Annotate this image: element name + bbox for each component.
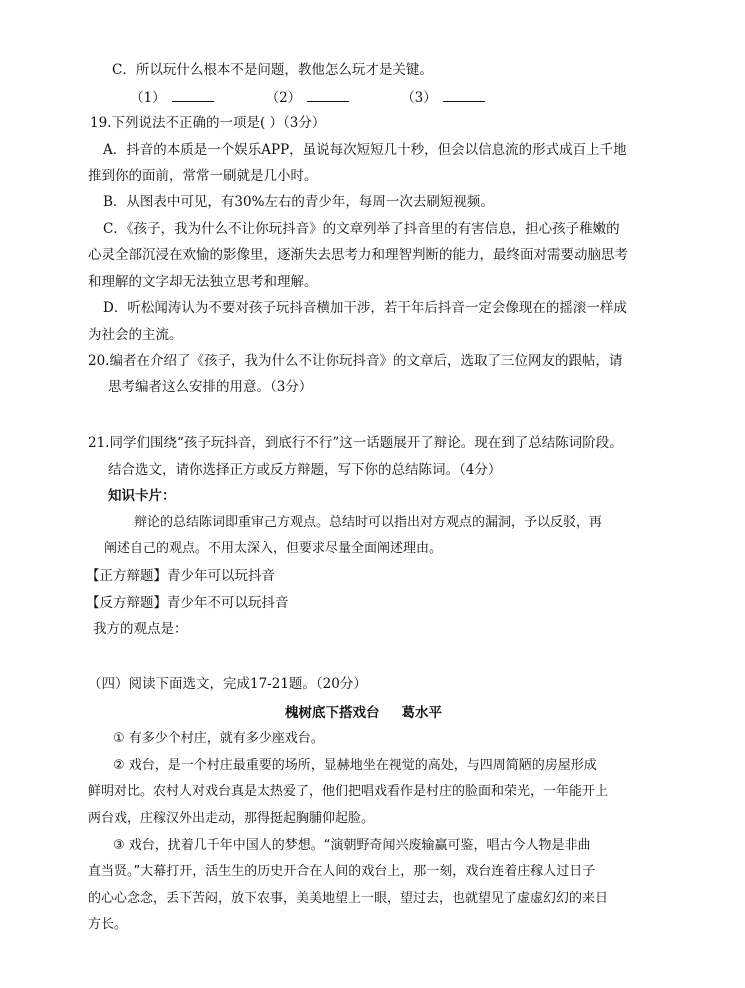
- q19-option-d: D．听松闻涛认为不要对孩子玩抖音横加干涉，若干年后抖音一定会像现在的摇滚一样成: [103, 300, 627, 316]
- article-title: 槐树底下搭戏台 葛水平: [285, 705, 442, 721]
- q19-option-b: B．从图表中可见，有30%左右的青少年，每周一次去刷短视频。: [103, 194, 494, 210]
- q20-stem-cont: 思考编者这么安排的用意。（3分）: [108, 379, 313, 395]
- answer-line: [307, 87, 349, 102]
- q18-answer-blanks: [130, 87, 537, 108]
- blank-2[interactable]: （2）: [266, 87, 350, 108]
- my-view-label: 我方的观点是：: [93, 621, 188, 637]
- section-heading: （四）阅读下面选文，完成17-21题。（20分）: [88, 676, 367, 692]
- paragraph-3-cont2: 的心心念念，丢下苦闷，放下农事，美美地望上一眼，望过去，也就望见了虚虚幻幻的来日: [88, 891, 609, 906]
- answer-line: [443, 87, 485, 102]
- q19-option-c-cont: 心灵全部沉浸在欢愉的影像里，逐渐失去思考力和理智判断的能力，最终面对需要动脑思考: [88, 247, 628, 263]
- pro-topic: 【正方辩题】青少年可以玩抖音: [86, 568, 275, 584]
- paragraph-2-cont: 鲜明对比。农村人对戏台真是太热爱了，他们把唱戏看作是村庄的脸面和荣光，一年能开上: [88, 784, 609, 799]
- paragraph-3: ③ 戏台，扰着几千年中国人的梦想。“演朝野奇闻兴废输赢可鉴，唱古今人物是非曲: [113, 838, 591, 853]
- paragraph-2: ② 戏台，是一个村庄最重要的场所，显赫地坐在视觉的高处，与四周简陋的房屋形成: [113, 758, 597, 773]
- blank-3[interactable]: （3）: [401, 87, 485, 108]
- answer-line: [172, 87, 214, 102]
- paragraph-3-cont: 直当贤。”大幕打开，活生生的历史开合在人间的戏台上，那一刻，戏台连着庄稼人过日子: [88, 864, 596, 879]
- q19-stem: 19.下列说法不正确的一项是( ）（3分）: [90, 115, 326, 131]
- q19-option-c: C．《孩子，我为什么不让你玩抖音》的文章列举了抖音里的有害信息，担心孩子稚嫩的: [103, 221, 620, 237]
- blank-1[interactable]: （1）: [130, 87, 214, 108]
- paragraph-3-cont3: 方长。: [88, 917, 128, 932]
- knowledge-card-title: 知识卡片：: [108, 488, 176, 504]
- paragraph-1: ① 有多少个村庄，就有多少座戏台。: [113, 731, 324, 746]
- q19-option-a-cont: 推到你的面前，常常一刷就是几小时。: [88, 168, 318, 184]
- knowledge-card-text: 辩论的总结陈词即重审己方观点。总结时可以指出对方观点的漏洞，予以反驳，再: [134, 515, 603, 530]
- paragraph-2-cont2: 两台戏，庄稼汉外出走动，那得挺起胸脯仰起脸。: [88, 811, 375, 826]
- q21-stem-cont: 结合选文，请你选择正方或反方辩题，写下你的总结陈词。（4分）: [108, 462, 502, 478]
- q20-stem: 20.编者在介绍了《孩子，我为什么不让你玩抖音》的文章后，选取了三位网友的跟帖，请: [88, 353, 623, 369]
- q18-option-c: C．所以玩什么根本不是问题，教他怎么玩才是关键。: [112, 62, 433, 78]
- article-author: 葛水平: [401, 705, 442, 721]
- q19-option-c-cont2: 和理解的文字却无法独立思考和理解。: [88, 274, 318, 290]
- con-topic: 【反方辩题】青少年不可以玩抖音: [86, 595, 289, 611]
- knowledge-card-text-cont: 阐述自己的观点。不用太深入，但要求尽量全面阐述理由。: [104, 541, 443, 556]
- q19-option-a: A．抖音的本质是一个娱乐APP，虽说每次短短几十秒，但会以信息流的形式成百上千地: [103, 142, 627, 158]
- q21-stem: 21.同学们围绕“孩子玩抖音，到底行不行”这一话题展开了辩论。现在到了总结陈词阶段。: [88, 435, 623, 451]
- q19-option-d-cont: 为社会的主流。: [88, 327, 183, 343]
